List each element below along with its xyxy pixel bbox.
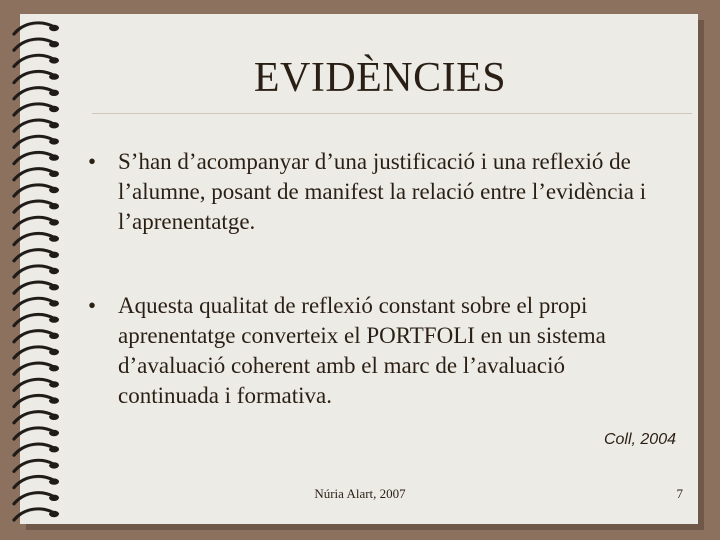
bullet-marker-2: •	[88, 293, 97, 318]
bullet-item-1	[88, 147, 668, 237]
slide-title: EVIDÈNCIES	[253, 55, 507, 101]
footer-author: Núria Alart, 2007	[314, 486, 406, 501]
bullet-item-2	[88, 291, 668, 411]
bullet-marker-1: •	[88, 149, 97, 174]
page-number: 7	[676, 486, 683, 501]
title-divider	[92, 113, 692, 114]
bullet-text-2: Aquesta qualitat de reflexió constant sobre el propi aprenentatge converteix el PORTFOLI en un sistema d’avaluació coherent amb el marc de l’avaluació continuada i formativa.	[118, 293, 606, 408]
citation: Coll, 2004	[603, 431, 676, 448]
bullet-text-1: S’han d’acompanyar d’una justificació i una reflexió de l’alumne, posant de manifest la relació entre l’evidència i l’aprenentatge.	[118, 149, 647, 234]
